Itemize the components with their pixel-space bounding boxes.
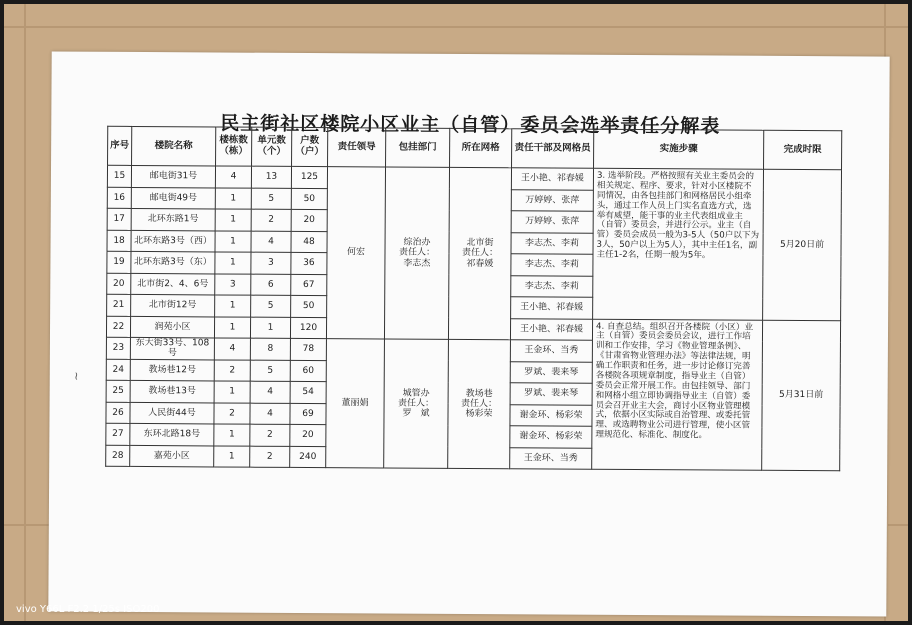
- cell-no: 25: [106, 380, 130, 402]
- cell-dept: 城管办 责任人： 罗 斌: [384, 339, 449, 469]
- cell-compound-name: 北市街12号: [131, 294, 215, 316]
- cell-compound-name: 北环东路3号（东）: [131, 251, 215, 273]
- cell-no: 20: [107, 273, 131, 295]
- cell-buildings: 2: [214, 360, 250, 382]
- cell-buildings: 1: [214, 381, 250, 403]
- cell-units: 2: [250, 446, 290, 468]
- header-steps: 实施步骤: [594, 129, 764, 169]
- responsibility-table: [105, 126, 842, 472]
- cell-cadres: 李志杰、李莉: [511, 232, 593, 254]
- cell-compound-name: 教场巷13号: [130, 381, 214, 403]
- table-body: [106, 165, 842, 471]
- cell-households: 54: [290, 382, 326, 404]
- cell-cadres: 李志杰、李莉: [511, 254, 593, 276]
- cell-units: 8: [250, 338, 290, 360]
- cell-compound-name: 东环北路18号: [130, 424, 214, 446]
- cell-compound-name: 嘉苑小区: [130, 445, 214, 467]
- cell-households: 120: [290, 317, 326, 339]
- floor-tile-joint: [888, 524, 908, 526]
- cell-households: 67: [291, 274, 327, 296]
- cell-buildings: 1: [215, 187, 251, 209]
- header-cadres: 责任干部及网格员: [512, 129, 594, 169]
- cell-cadres: 罗斌、裴来琴: [510, 383, 592, 405]
- cell-units: 13: [251, 166, 291, 188]
- header-buildings: 楼栋数（栋）: [216, 127, 252, 166]
- cell-cadres: 谢金环、杨彩荣: [510, 404, 592, 426]
- cell-cadres: 王小艳、祁春媛: [511, 297, 593, 319]
- cell-compound-name: 人民街44号: [130, 402, 214, 424]
- cell-no: 21: [107, 294, 131, 316]
- cell-steps: 4. 自查总结。组织召开各楼院（小区）业主（自管）委员会委员会议，进行工作培训和工作安排，学习《物业管理条例》、《甘肃省物业管理办法》等法律法规，明确工作职责和任务，进一步讨论修订完善各楼院各项规章制度，指导业主（自管）委员会正常开展工作。由包挂领导、部门和网格小组立即协调指导业主（自管）委员会召开业主大会，商讨小区物业管理模式，依据小区实际或自治管理、或委托管理、或选聘物业公司进行管理，使小区管理规范化、标准化、制度化。: [592, 319, 763, 471]
- cell-no: 16: [107, 187, 131, 209]
- table-header-row: [108, 126, 842, 169]
- cell-compound-name: 邮电街49号: [131, 187, 215, 209]
- header-compound: 楼院名称: [132, 126, 216, 166]
- cell-buildings: 2: [214, 403, 250, 425]
- margin-mark: ~: [69, 371, 83, 381]
- cell-buildings: 1: [215, 209, 251, 231]
- header-grid: 所在网格: [450, 128, 512, 167]
- cell-compound-name: 北市街2、4、6号: [131, 273, 215, 295]
- cell-no: 27: [106, 423, 130, 445]
- cell-compound-name: 教场巷12号: [130, 359, 214, 381]
- cell-cadres: 王金环、当秀: [510, 447, 592, 469]
- cell-cadres: 万婷婷、张萍: [511, 189, 593, 211]
- cell-buildings: 3: [215, 273, 251, 295]
- cell-no: 28: [106, 445, 130, 467]
- cell-units: 1: [250, 317, 290, 339]
- cell-cadres: 谢金环、杨彩荣: [510, 426, 592, 448]
- cell-buildings: 4: [214, 338, 250, 360]
- cell-compound-name: 邮电街31号: [131, 165, 215, 187]
- cell-units: 5: [250, 360, 290, 382]
- cell-buildings: 1: [214, 316, 250, 338]
- cell-cadres: 王小艳、祁春媛: [511, 168, 593, 190]
- header-households: 户数（户）: [292, 127, 328, 166]
- cell-cadres: 万婷婷、张萍: [511, 211, 593, 233]
- cell-buildings: 1: [215, 295, 251, 317]
- cell-units: 2: [251, 209, 291, 231]
- cell-compound-name: 北环东路1号: [131, 208, 215, 230]
- cell-units: 6: [251, 274, 291, 296]
- cell-buildings: 1: [214, 424, 250, 446]
- cell-dept: 综治办 责任人： 李志杰: [384, 167, 449, 339]
- cell-households: 36: [291, 252, 327, 274]
- cell-households: 20: [290, 425, 326, 447]
- cell-no: 22: [106, 316, 130, 338]
- cell-households: 48: [291, 231, 327, 253]
- header-units: 单元数（个）: [252, 127, 292, 166]
- cell-compound-name: 润苑小区: [130, 316, 214, 338]
- header-leader: 责任领导: [328, 128, 386, 167]
- floor-tile-joint: [24, 4, 26, 621]
- cell-compound-name: 北环东路3号（西）: [131, 230, 215, 252]
- cell-grid: 教场巷 责任人： 杨彩荣: [448, 339, 511, 469]
- cell-units: 4: [251, 231, 291, 253]
- cell-units: 2: [250, 424, 290, 446]
- document-title: 民主街社区楼院小区业主（自管）委员会选举责任分解表: [220, 112, 721, 138]
- cell-grid: 北市街 责任人： 祁春媛: [448, 167, 511, 339]
- cell-households: 60: [290, 360, 326, 382]
- header-dept: 包挂部门: [386, 128, 450, 167]
- cell-no: 23: [106, 337, 130, 359]
- cell-cadres: 罗斌、裴来琴: [510, 361, 592, 383]
- cell-buildings: 1: [215, 230, 251, 252]
- cell-cadres: 李志杰、李莉: [511, 275, 593, 297]
- cell-units: 5: [251, 188, 291, 210]
- cell-deadline: 5月20日前: [763, 169, 842, 320]
- cell-no: 17: [107, 208, 131, 230]
- cell-no: 18: [107, 230, 131, 252]
- camera-info: vivo Y66L F2.2 1/25s ISO200: [16, 604, 160, 615]
- cell-households: 69: [290, 403, 326, 425]
- cell-leader: 董丽娟: [326, 339, 385, 469]
- cell-no: 24: [106, 359, 130, 381]
- cell-units: 4: [250, 403, 290, 425]
- cell-households: 78: [290, 338, 326, 360]
- cell-no: 19: [107, 251, 131, 273]
- cell-households: 50: [291, 295, 327, 317]
- cell-households: 240: [290, 446, 326, 468]
- header-no: 序号: [108, 126, 132, 165]
- cell-no: 26: [106, 402, 130, 424]
- header-deadline: 完成时限: [764, 130, 842, 169]
- cell-households: 20: [291, 209, 327, 231]
- photo-background: [4, 4, 908, 621]
- cell-units: 4: [250, 381, 290, 403]
- cell-steps: 3. 选举阶段。严格按照有关业主委员会的相关规定、程序、要求，针对小区楼院不同情况，由各包挂部门和网格居民小组牵头，通过工作人员上门实名直选方式，选举有威望，能干事的业主代表组成业主（自管）委员会，并进行公示。业主（自管）委员会成员一般为3-5人（50户以下为3人，50户以上为5人），其中主任1名，副主任1-2名，任期一般为5年。: [593, 168, 764, 320]
- cell-no: 15: [107, 165, 131, 187]
- floor-tile-joint: [4, 26, 908, 28]
- cell-cadres: 王金环、当秀: [510, 340, 592, 362]
- cell-leader: 何宏: [326, 167, 385, 339]
- cell-households: 125: [291, 166, 327, 188]
- cell-deadline: 5月31日前: [762, 320, 841, 471]
- floor-tile-joint: [4, 524, 50, 526]
- cell-buildings: 1: [215, 252, 251, 274]
- cell-compound-name: 东大街33号、108号: [130, 337, 214, 359]
- cell-units: 3: [251, 252, 291, 274]
- cell-households: 50: [291, 188, 327, 210]
- cell-units: 5: [251, 295, 291, 317]
- cell-cadres: 王小艳、祁春媛: [510, 318, 592, 340]
- paper-sheet: [48, 51, 889, 616]
- cell-buildings: 1: [214, 446, 250, 468]
- cell-buildings: 4: [215, 166, 251, 188]
